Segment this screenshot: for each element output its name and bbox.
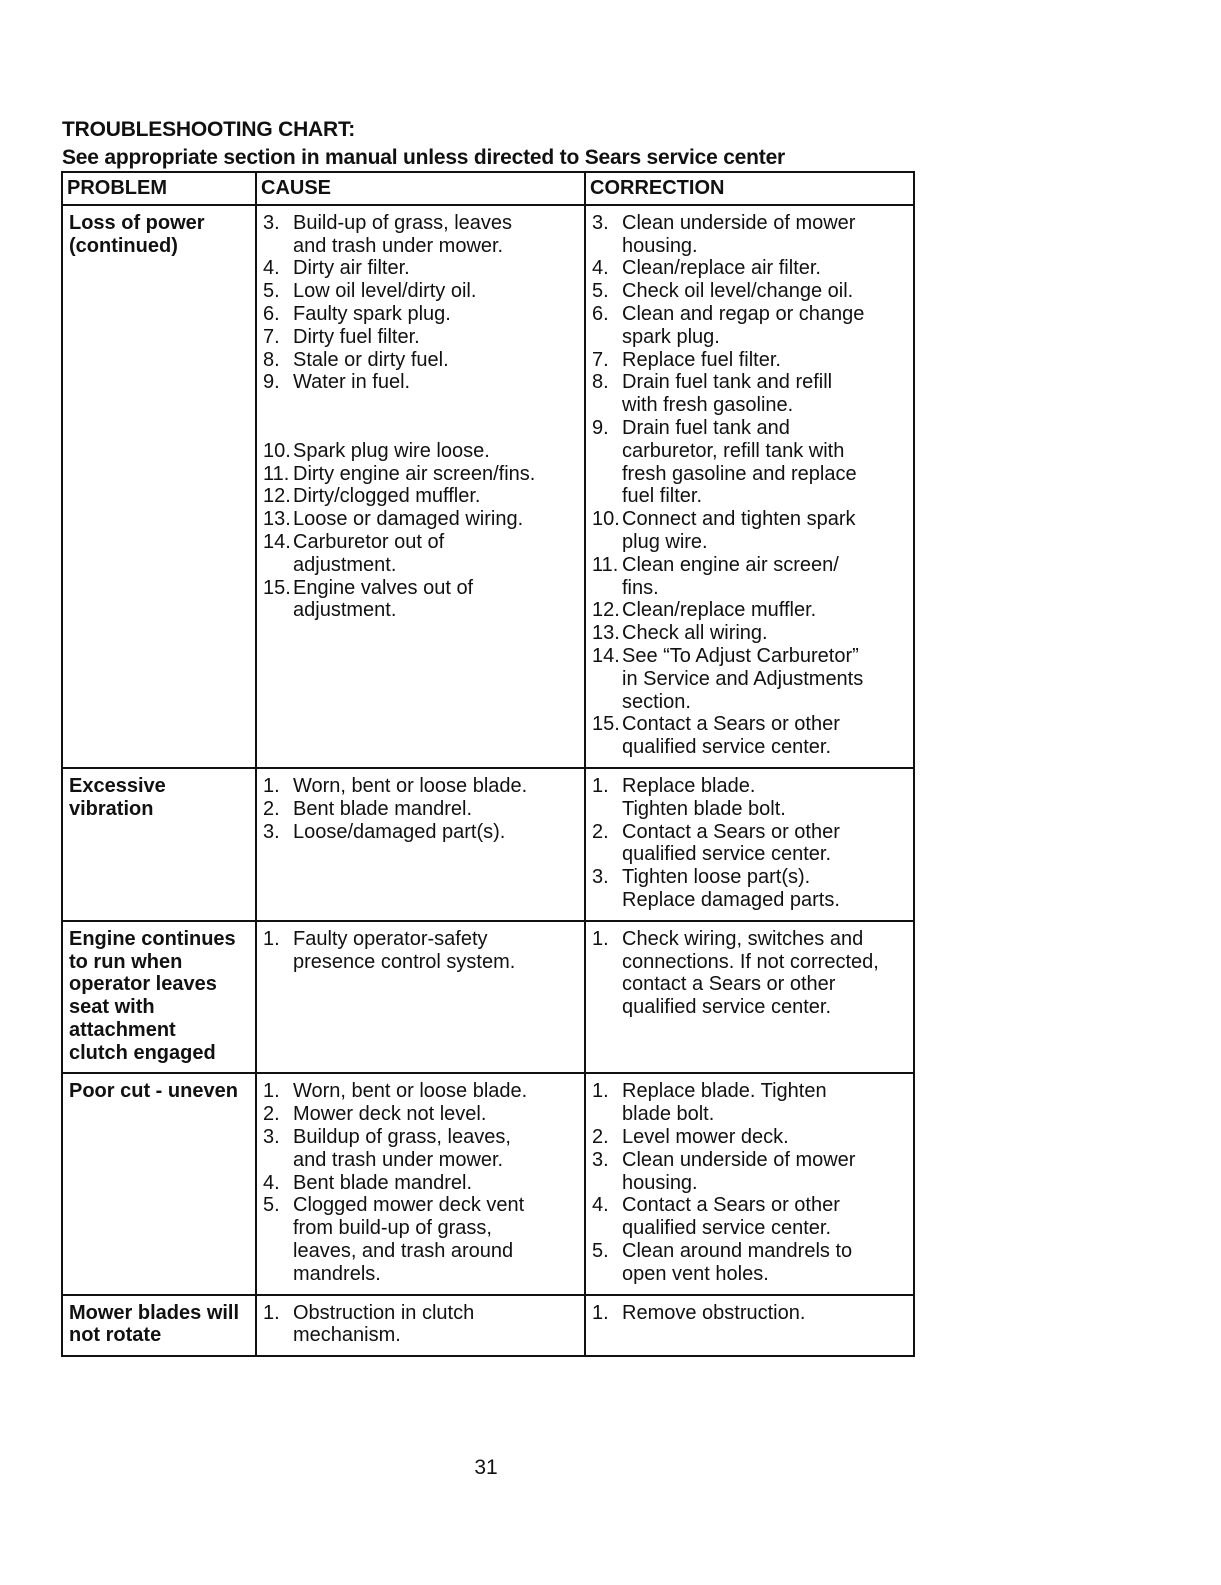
cause-item [263, 928, 580, 974]
header-cause: CAUSE [256, 172, 585, 205]
cause-item-number: 14. [263, 530, 291, 553]
cause-item-text: Mower deck not level. [293, 1103, 487, 1126]
correction-item [592, 212, 909, 258]
correction-item-text: Tighten loose part(s). Replace damaged parts. [622, 866, 840, 911]
correction-item [592, 645, 909, 713]
table-header-row [62, 172, 914, 205]
cause-item-text: Faulty spark plug. [293, 302, 451, 325]
correction-item-number: 2. [592, 1126, 609, 1149]
cause-item-text: Faulty operator-safety presence control system. [293, 927, 516, 973]
problem-cell: Loss of power (continued) [62, 205, 256, 768]
cause-item-number: 4. [263, 1171, 280, 1194]
cause-item-number: 12. [263, 485, 291, 508]
cause-item [263, 371, 580, 439]
problem-cell: Mower blades will not rotate [62, 1295, 256, 1357]
correction-cell [585, 205, 914, 768]
correction-item-number: 4. [592, 1194, 609, 1217]
chart-title: TROUBLESHOOTING CHART: [62, 118, 356, 141]
correction-item [592, 622, 909, 645]
correction-item-text: See “To Adjust Carburetor” in Service and Adjustments section. [622, 644, 864, 713]
correction-item-number: 1. [592, 927, 609, 950]
table-row [62, 921, 914, 1074]
correction-item [592, 1302, 909, 1325]
cause-item-number: 8. [263, 348, 280, 371]
cause-item-number: 3. [263, 1126, 280, 1149]
correction-item-number: 1. [592, 774, 609, 797]
header-correction: CORRECTION [585, 172, 914, 205]
correction-item-text: Contact a Sears or other qualified service center. [622, 1194, 840, 1240]
problem-cell: Poor cut - uneven [62, 1073, 256, 1294]
cause-cell [256, 1295, 585, 1357]
correction-item-text: Clean engine air screen/ fins. [622, 553, 839, 599]
cause-item [263, 775, 580, 798]
table-row [62, 205, 914, 768]
cause-item [263, 821, 580, 844]
correction-item-number: 6. [592, 302, 609, 325]
table-row [62, 1295, 914, 1357]
correction-item-text: Clean underside of mower housing. [622, 1148, 856, 1194]
cause-cell [256, 1073, 585, 1294]
chart-subtitle: See appropriate section in manual unless directed to Sears service center [62, 146, 786, 169]
cause-item-text: Engine valves out of adjustment. [293, 576, 474, 622]
cause-item-text: Obstruction in clutch mechanism. [293, 1301, 475, 1347]
problem-cell: Engine continues to run when operator leaves seat with attachment clutch engaged [62, 921, 256, 1074]
table-row [62, 1073, 914, 1294]
correction-item [592, 1126, 909, 1149]
cause-item-text: Worn, bent or loose blade. [293, 774, 528, 797]
correction-item [592, 508, 909, 554]
correction-item-text: Drain fuel tank and carburetor, refill tank with fresh gasoline and replace fuel filter. [622, 416, 857, 508]
correction-item [592, 1194, 909, 1240]
cause-item-number: 2. [263, 1103, 280, 1126]
cause-item-number: 7. [263, 325, 280, 348]
correction-item-text: Connect and tighten spark plug wire. [622, 508, 856, 553]
table-row [62, 768, 914, 921]
cause-item [263, 485, 580, 508]
correction-item-number: 5. [592, 280, 609, 303]
table-body [62, 205, 914, 1356]
correction-item [592, 866, 909, 912]
cause-item [263, 280, 580, 303]
cause-item [263, 531, 580, 577]
page-number: 31 [474, 1456, 498, 1479]
cause-item [263, 577, 580, 623]
cause-item-text: Loose/damaged part(s). [293, 820, 506, 843]
cause-item-number: 5. [263, 1194, 280, 1217]
cause-item [263, 326, 580, 349]
correction-item-number: 15. [592, 713, 620, 736]
correction-item-number: 14. [592, 644, 620, 667]
cause-item [263, 798, 580, 821]
cause-item-number: 2. [263, 797, 280, 820]
cause-cell [256, 768, 585, 921]
correction-item-text: Check all wiring. [622, 622, 768, 645]
correction-item-text: Level mower deck. [622, 1126, 789, 1149]
correction-item-text: Clean underside of mower housing. [622, 211, 856, 257]
cause-item-text: Stale or dirty fuel. [293, 348, 449, 371]
cause-item-number: 11. [263, 462, 290, 485]
correction-cell [585, 921, 914, 1074]
cause-item [263, 303, 580, 326]
correction-item-number: 9. [592, 416, 609, 439]
correction-item [592, 349, 909, 372]
cause-item-text: Buildup of grass, leaves, and trash under mower. [293, 1126, 511, 1171]
correction-item-text: Clean around mandrels to open vent holes. [622, 1240, 853, 1285]
correction-item [592, 303, 909, 349]
cause-item-number: 9. [263, 371, 280, 394]
correction-item-text: Clean and regap or change spark plug. [622, 302, 865, 348]
cause-item [263, 463, 580, 486]
correction-item-number: 1. [592, 1301, 609, 1324]
cause-item [263, 440, 580, 463]
cause-item-text: Dirty/clogged muffler. [293, 485, 481, 508]
chart-heading [62, 116, 785, 172]
cause-item-text: Spark plug wire loose. [293, 439, 490, 462]
correction-item-number: 3. [592, 211, 609, 234]
correction-item [592, 928, 909, 1019]
correction-item-text: Contact a Sears or other qualified service center. [622, 820, 840, 866]
correction-item [592, 775, 909, 821]
correction-item [592, 280, 909, 303]
problem-cell: Excessive vibration [62, 768, 256, 921]
cause-item-number: 3. [263, 820, 280, 843]
cause-item-text: Dirty air filter. [293, 257, 410, 280]
cause-cell [256, 921, 585, 1074]
correction-item-text: Clean/replace muffler. [622, 599, 817, 622]
cause-item [263, 1103, 580, 1126]
cause-item [263, 508, 580, 531]
correction-cell [585, 1295, 914, 1357]
cause-item-text: Dirty engine air screen/fins. [293, 462, 536, 485]
correction-item-number: 2. [592, 820, 609, 843]
correction-item-text: Drain fuel tank and refill with fresh gasoline. [622, 371, 833, 417]
cause-item-number: 5. [263, 280, 280, 303]
correction-item [592, 713, 909, 759]
cause-item-number: 1. [263, 774, 280, 797]
cause-item-text: Low oil level/dirty oil. [293, 280, 477, 303]
cause-item-text: Carburetor out of adjustment. [293, 530, 445, 576]
correction-item [592, 257, 909, 280]
cause-item [263, 212, 580, 258]
cause-item [263, 1172, 580, 1195]
cause-item-number: 15. [263, 576, 291, 599]
cause-item-text: Build-up of grass, leaves and trash under mower. [293, 211, 513, 257]
correction-item [592, 371, 909, 417]
correction-cell [585, 1073, 914, 1294]
correction-item-number: 11. [592, 553, 619, 576]
cause-item-number: 1. [263, 927, 280, 950]
correction-item [592, 821, 909, 867]
cause-item-number: 10. [263, 439, 291, 462]
correction-item-number: 12. [592, 599, 620, 622]
cause-item [263, 1080, 580, 1103]
cause-item-text: Bent blade mandrel. [293, 797, 473, 820]
correction-item-number: 10. [592, 508, 620, 531]
correction-item-number: 4. [592, 257, 609, 280]
correction-cell [585, 768, 914, 921]
correction-item-number: 13. [592, 622, 620, 645]
correction-item-text: Replace blade. Tighten blade bolt. [622, 1080, 827, 1126]
correction-item-text: Contact a Sears or other qualified service center. [622, 713, 840, 759]
cause-item-text: Worn, bent or loose blade. [293, 1080, 528, 1103]
correction-item [592, 1080, 909, 1126]
cause-item-text: Dirty fuel filter. [293, 325, 420, 348]
cause-item [263, 257, 580, 280]
cause-item-text: Bent blade mandrel. [293, 1171, 473, 1194]
correction-item-text: Check oil level/change oil. [622, 280, 854, 303]
cause-item [263, 1194, 580, 1285]
correction-item-number: 5. [592, 1240, 609, 1263]
correction-item-number: 3. [592, 1148, 609, 1171]
correction-item-text: Remove obstruction. [622, 1301, 806, 1324]
correction-item [592, 1240, 909, 1286]
correction-item-number: 8. [592, 371, 609, 394]
correction-item [592, 554, 909, 600]
correction-item [592, 599, 909, 622]
cause-item-number: 4. [263, 257, 280, 280]
cause-cell [256, 205, 585, 768]
correction-item [592, 417, 909, 508]
cause-item-text: Clogged mower deck vent from build-up of grass, leaves, and trash around mandrels. [293, 1194, 525, 1285]
correction-item-text: Replace fuel filter. [622, 348, 781, 371]
cause-item-number: 13. [263, 508, 291, 531]
correction-item-text: Check wiring, switches and connections. If not corrected, contact a Sears or other qualified service center. [622, 927, 879, 1019]
cause-item-number: 6. [263, 302, 280, 325]
cause-item [263, 1302, 580, 1348]
correction-item-number: 3. [592, 866, 609, 889]
cause-item-text: Loose or damaged wiring. [293, 508, 524, 531]
cause-item-text: Water in fuel. [293, 371, 411, 394]
troubleshooting-table [61, 171, 915, 1357]
correction-item-text: Replace blade. Tighten blade bolt. [622, 774, 786, 820]
cause-item [263, 349, 580, 372]
header-problem: PROBLEM [62, 172, 256, 205]
cause-item-number: 1. [263, 1080, 280, 1103]
cause-item-number: 3. [263, 211, 280, 234]
correction-item [592, 1149, 909, 1195]
correction-item-number: 1. [592, 1080, 609, 1103]
cause-item [263, 1126, 580, 1172]
cause-item-number: 1. [263, 1301, 280, 1324]
correction-item-text: Clean/replace air filter. [622, 257, 821, 280]
correction-item-number: 7. [592, 348, 609, 371]
